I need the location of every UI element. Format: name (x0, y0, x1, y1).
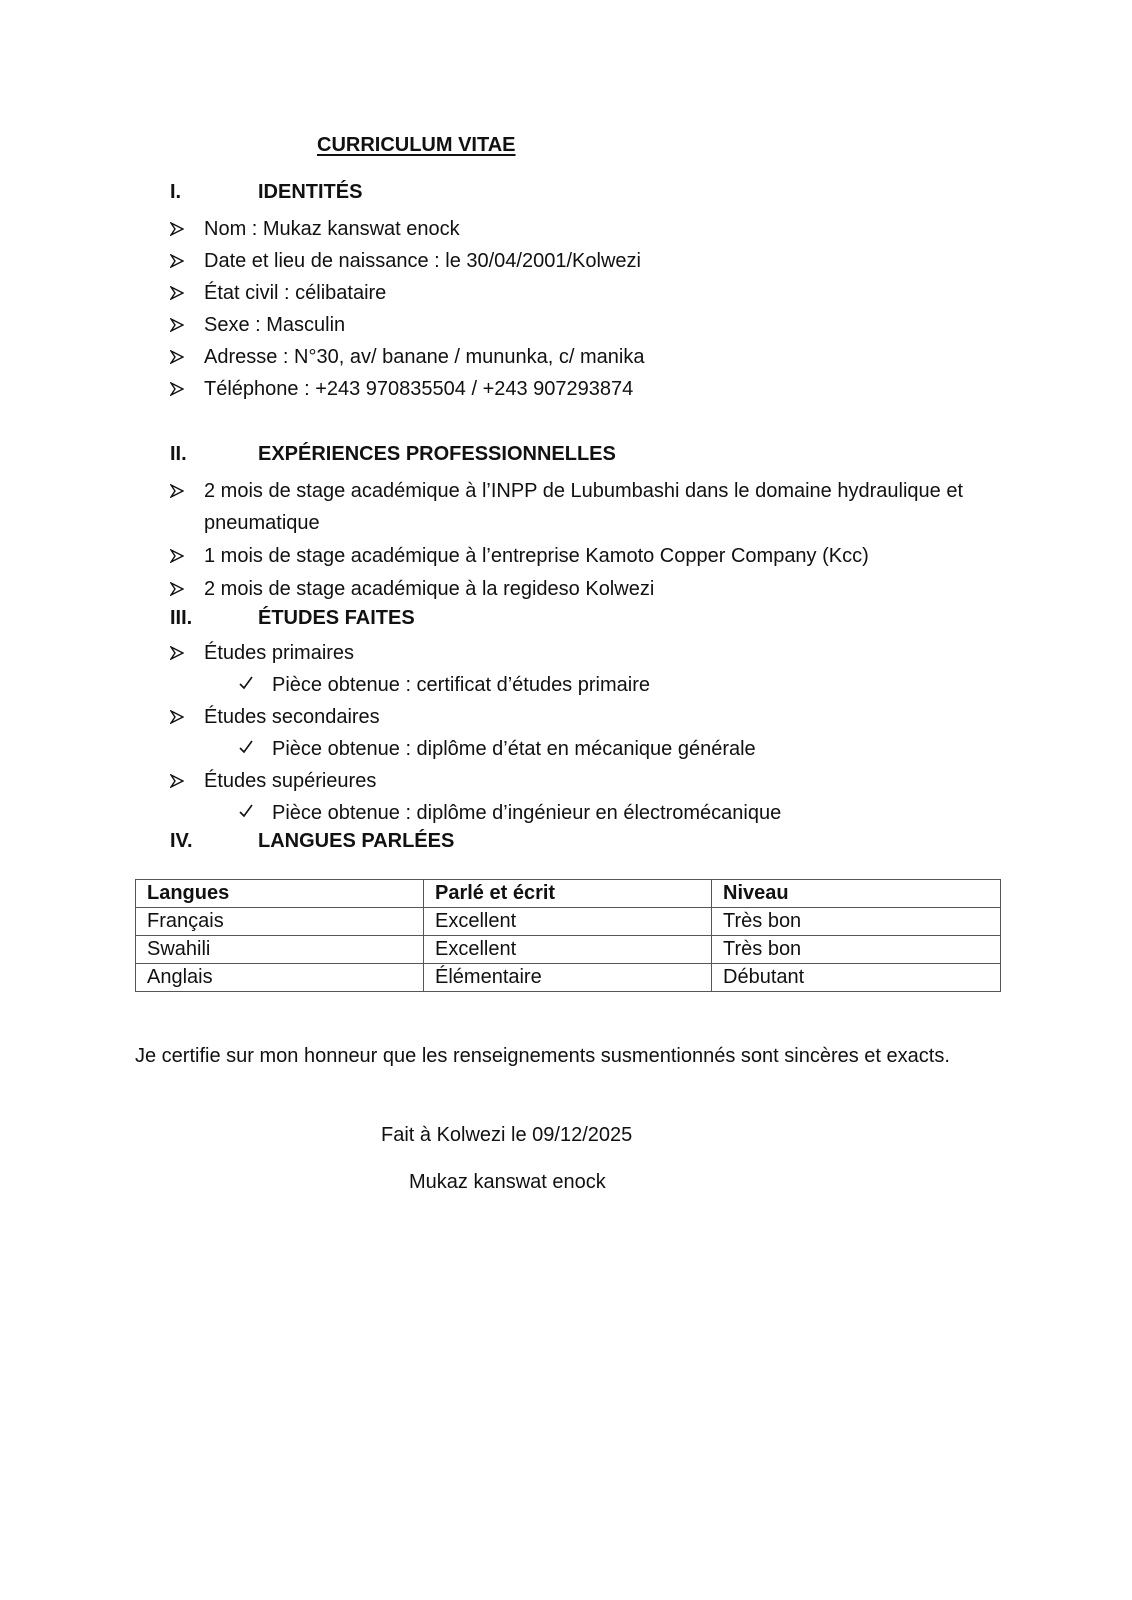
list-item-text: 2 mois de stage académique à la regideso Kolwezi (204, 578, 655, 600)
studies-subitem-superieures (238, 797, 978, 829)
table-cell-spoken-written: Élémentaire (424, 964, 712, 992)
section-title: EXPÉRIENCES PROFESSIONNELLES (258, 443, 616, 465)
list-item-text: Études secondaires (204, 706, 380, 728)
experience-item-kcc (170, 540, 970, 572)
identity-item-telephone (170, 373, 970, 405)
sub-item-text: Pièce obtenue : diplôme d’ingénieur en électromécanique (272, 802, 782, 824)
signature-name: Mukaz kanswat enock (409, 1171, 606, 1193)
column-header-langues: Langues (136, 880, 424, 908)
studies-item-secondaires (170, 701, 970, 733)
experience-item-inpp (170, 475, 970, 539)
section-numeral: III. (170, 607, 193, 629)
arrowhead-bullet-icon (170, 582, 184, 596)
arrowhead-bullet-icon (170, 254, 184, 268)
table-cell-level: Très bon (712, 936, 1001, 964)
table-cell-spoken-written: Excellent (424, 936, 712, 964)
sub-item-text: Pièce obtenue : diplôme d’état en mécanique générale (272, 738, 756, 760)
table-cell-language: Anglais (136, 964, 424, 992)
arrowhead-bullet-icon (170, 382, 184, 396)
section-numeral: I. (170, 181, 182, 203)
identity-item-sexe (170, 309, 970, 341)
certification-statement: Je certifie sur mon honneur que les renseignements susmentionnés sont sincères et exacts. (135, 1045, 950, 1067)
list-item-text: 1 mois de stage académique à l’entreprise Kamoto Copper Company (Kcc) (204, 545, 869, 567)
languages-table (135, 879, 1001, 992)
studies-subitem-secondaires (238, 733, 978, 765)
table-cell-level: Très bon (712, 908, 1001, 936)
section-title: ÉTUDES FAITES (258, 607, 415, 629)
identity-item-adresse (170, 341, 970, 373)
checkmark-icon (238, 675, 254, 691)
experience-item-regideso (170, 573, 970, 605)
table-cell-level: Débutant (712, 964, 1001, 992)
document-title: CURRICULUM VITAE (317, 134, 516, 156)
arrowhead-bullet-icon (170, 710, 184, 724)
arrowhead-bullet-icon (170, 350, 184, 364)
arrowhead-bullet-icon (170, 286, 184, 300)
column-header-parle-ecrit: Parlé et écrit (424, 880, 712, 908)
list-item-text: Date et lieu de naissance : le 30/04/2001/Kolwezi (204, 250, 641, 272)
table-header-row (136, 880, 1001, 908)
sub-item-text: Pièce obtenue : certificat d’études primaire (272, 674, 650, 696)
table-row (136, 964, 1001, 992)
list-item-text: État civil : célibataire (204, 282, 387, 304)
identity-item-naissance (170, 245, 970, 277)
list-item-text: 2 mois de stage académique à l’INPP de Lubumbashi dans le domaine hydraulique et pneumatique (204, 480, 964, 534)
list-item-text: Études supérieures (204, 770, 377, 792)
table-cell-language: Swahili (136, 936, 424, 964)
section-numeral: II. (170, 443, 187, 465)
studies-subitem-primaires (238, 669, 978, 701)
identity-item-etat-civil (170, 277, 970, 309)
studies-item-primaires (170, 637, 970, 669)
checkmark-icon (238, 739, 254, 755)
studies-item-superieures (170, 765, 970, 797)
table-row (136, 936, 1001, 964)
table-cell-language: Français (136, 908, 424, 936)
list-item-text: Sexe : Masculin (204, 314, 346, 336)
section-title: IDENTITÉS (258, 181, 363, 203)
list-item-text: Téléphone : +243 970835504 / +243 907293874 (204, 378, 634, 400)
table-row (136, 908, 1001, 936)
arrowhead-bullet-icon (170, 484, 184, 498)
arrowhead-bullet-icon (170, 318, 184, 332)
column-header-niveau: Niveau (712, 880, 1001, 908)
section-numeral: IV. (170, 830, 193, 852)
checkmark-icon (238, 803, 254, 819)
list-item-text: Adresse : N°30, av/ banane / mununka, c/ manika (204, 346, 645, 368)
arrowhead-bullet-icon (170, 774, 184, 788)
list-item-text: Études primaires (204, 642, 355, 664)
table-cell-spoken-written: Excellent (424, 908, 712, 936)
place-and-date: Fait à Kolwezi le 09/12/2025 (381, 1124, 633, 1146)
section-title: LANGUES PARLÉES (258, 830, 455, 852)
identity-item-nom (170, 213, 970, 245)
arrowhead-bullet-icon (170, 549, 184, 563)
arrowhead-bullet-icon (170, 646, 184, 660)
list-item-text: Nom : Mukaz kanswat enock (204, 218, 460, 240)
arrowhead-bullet-icon (170, 222, 184, 236)
